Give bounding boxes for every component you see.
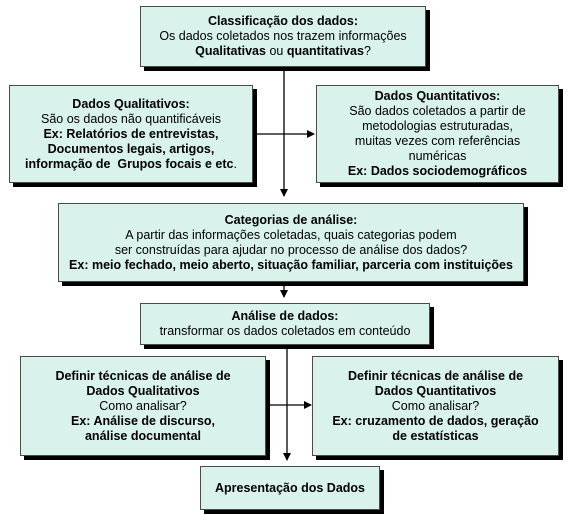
tecnicas-quant-title1: Definir técnicas de análise de: [347, 368, 524, 383]
qualitativos-ex3-end: .: [233, 156, 237, 171]
qualitativos-line1: São os dados não quantificáveis: [41, 111, 221, 126]
qualitativos-title: Dados Qualitativos:: [72, 96, 190, 111]
box-analise-dados: [140, 303, 430, 345]
classificacao-opt1: Qualitativas: [195, 44, 266, 58]
quantitativos-line4: numéricas: [408, 149, 467, 163]
quantitativos-line1: São dados coletados a partir de: [349, 104, 526, 118]
qualitativos-ex2: Documentos legais, artigos,: [47, 141, 215, 156]
tecnicas-qual-title1: Definir técnicas de análise de: [55, 368, 231, 383]
analise-title: Análise de dados:: [231, 309, 339, 323]
quantitativos-line3: muitas vezes com referências: [354, 134, 521, 148]
quantitativos-ex: Ex: Dados sociodemográficos: [347, 164, 528, 178]
tecnicas-quant-title2: Dados Quantitativos: [374, 383, 497, 398]
categorias-line1: A partir das informações coletadas, quais categorias podem: [125, 227, 457, 242]
tecnicas-quant-line1: Como analisar?: [391, 398, 480, 413]
tecnicas-qual-ex2: análise documental: [84, 428, 201, 443]
classificacao-line2: [195, 44, 371, 59]
categorias-ex: Ex: meio fechado, meio aberto, situação familiar, parceria com instituições: [69, 257, 513, 272]
qualitativos-ex1: Ex: Relatórios de entrevistas,: [43, 126, 219, 141]
tecnicas-quant-ex1: Ex: cruzamento de dados, geração: [332, 413, 539, 428]
box-dados-qualitativos: [9, 85, 253, 183]
box-tecnicas-quantitativos: [312, 356, 559, 456]
box-tecnicas-qualitativos: [20, 356, 266, 456]
quantitativos-line2: metodologias estruturadas,: [362, 119, 513, 133]
quantitativos-title: Dados Quantitativos:: [374, 89, 501, 103]
tecnicas-qual-ex1: Ex: Análise de discurso,: [70, 413, 216, 428]
classificacao-line1: Os dados coletados nos trazem informações: [159, 29, 407, 43]
qualitativos-ex3-line: [25, 157, 237, 172]
categorias-title: Categorias de análise:: [224, 212, 358, 227]
classificacao-opt2: quantitativas: [286, 44, 364, 58]
box-dados-quantitativos: [316, 85, 559, 183]
analise-line1: transformar os dados coletados em conteúdo: [159, 324, 411, 338]
qualitativos-ex3: informação de Grupos focais e etc: [25, 156, 234, 171]
box-categorias-analise: [58, 203, 524, 282]
classificacao-qmark: ?: [363, 44, 371, 58]
tecnicas-quant-ex2: de estatísticas: [392, 428, 479, 443]
box-apresentacao-dados: [200, 466, 380, 510]
categorias-line2: ser construídas para ajudar no processo de análise dos dados?: [114, 242, 468, 257]
apresentacao-title: Apresentação dos Dados: [214, 480, 366, 495]
box-classificacao: [140, 6, 426, 67]
tecnicas-qual-title2: Dados Qualitativos: [86, 383, 200, 398]
classificacao-title: Classificação dos dados:: [207, 14, 359, 28]
classificacao-or: ou: [265, 44, 287, 58]
tecnicas-qual-line1: Como analisar?: [99, 398, 187, 413]
